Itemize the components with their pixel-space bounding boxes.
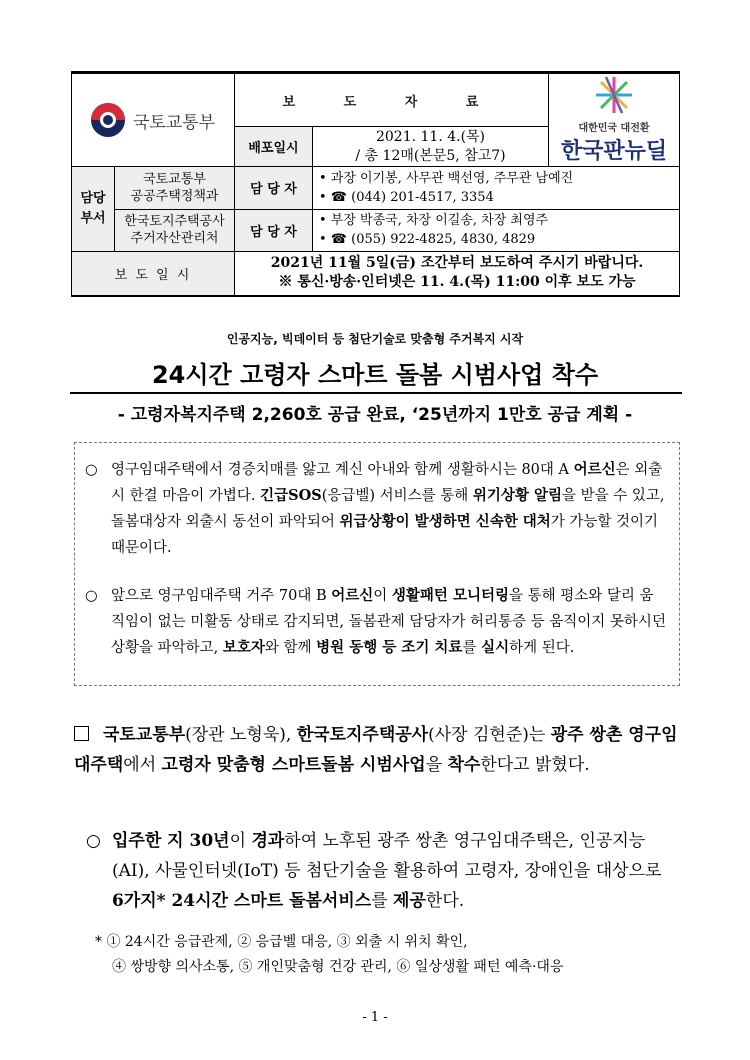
text-run: 하여 노후된 광주 쌍촌 영구임대주택은, 인공지능(AI), 사물인터넷(IoT) 등 첨단기술을 활용하여 고령자, 장애인을 대상으로	[112, 831, 662, 881]
department-1-role: 담 당 자	[235, 167, 313, 210]
bold-text-run: 제공	[393, 891, 426, 911]
bold-text-run: 보호자	[222, 639, 265, 656]
square-bullet-icon	[74, 726, 89, 741]
bold-text-run: 긴급SOS	[260, 487, 322, 504]
headline: 24시간 고령자 스마트 돌봄 시범사업 착수	[151, 361, 599, 389]
bold-text-run: 착수	[447, 755, 481, 775]
department-1-name: 국토교통부 공공주택정책과	[115, 167, 234, 210]
text-run: 을	[425, 755, 448, 775]
text-run: 와 함께	[264, 640, 317, 656]
bold-text-run: 병원 동행 등 조기 치료	[316, 639, 463, 656]
text-run: 를	[371, 891, 394, 911]
bold-text-run: 위기상황 알림	[472, 487, 563, 504]
body-bullet: ○	[86, 831, 101, 851]
text-run: 에서	[123, 755, 162, 775]
bold-text-run: 입주한 지 30년	[112, 831, 230, 851]
text-run: 하게 된다.	[509, 640, 575, 656]
text-run: (응급벨) 서비스를 통해	[321, 488, 473, 504]
kicker: 인공지능, 빅데이터 등 첨단기술로 맞춤형 주거복지 시작	[226, 332, 524, 346]
department-2-contacts	[313, 209, 680, 252]
department-2-role: 담 당 자	[235, 209, 313, 252]
summary-box	[74, 442, 680, 686]
text-run: 영구임대주택에서 경증치매를 앓고 계신 아내와 함께 생활하시는 80대 A	[111, 462, 574, 478]
department-2-people: • 부장 박종국, 차장 이길송, 차장 최영주	[319, 213, 549, 229]
bold-text-run: 어르신	[331, 587, 374, 604]
press-release-header	[71, 71, 680, 297]
newdeal-logo-cell	[549, 73, 680, 167]
text-run: 을 받을 수 있고, 돌봄대상자 외출시 동선이 파악되어	[111, 488, 665, 530]
text-run: (장관 노형욱),	[185, 725, 297, 745]
ministry-logo-cell	[72, 73, 235, 167]
bold-text-run: 6가지* 24시간 스마트 돌봄서비스	[112, 891, 372, 911]
headline-divider	[70, 392, 682, 394]
bold-text-run: 실시	[481, 639, 510, 656]
department-2-name: 한국토지주택공사 주거자산관리처	[124, 214, 225, 247]
summary-paragraph-2	[85, 583, 667, 661]
footnote-line-2: ④ 쌍방향 의사소통, ⑤ 개인맞춤형 건강 관리, ⑥ 일상생활 패턴 예측·대응	[112, 959, 564, 975]
department-2-phone: • ☎ (055) 922-4825, 4830, 4829	[319, 232, 536, 248]
bold-text-run: 국토교통부	[103, 725, 186, 745]
text-run: 한다.	[425, 891, 465, 911]
text-run: 을 통해 평소와 달리 움직임이 없는 미활동 상태로 감지되면, 돌봄관제 담당자가 허리통증 등 움직이지 못하시던 상황을 파악하고,	[111, 588, 666, 656]
ministry-emblem-icon	[91, 103, 125, 137]
department-label: 담당 부서	[72, 167, 115, 251]
department-1-people: • 과장 이기봉, 사무관 백선영, 주무관 남예진	[319, 170, 574, 186]
text-run: 은 외출 시 한결 마음이 가볍다.	[111, 462, 663, 504]
summary-paragraph-1	[85, 457, 667, 561]
bold-text-run: 경과	[251, 831, 285, 851]
report-date-label: 보 도 일 시	[72, 252, 235, 296]
summary-bullet: ○	[85, 588, 98, 604]
subheadline: - 고령자복지주택 2,260호 공급 완료, ‘25년까지 1만호 공급 계획 -	[117, 405, 633, 425]
footnote	[95, 930, 563, 980]
text-run: 앞으로 영구임대주택 거주 70대 B	[111, 588, 332, 604]
text-run: 한다고 밝혔다.	[480, 755, 590, 775]
text-run: 가 가능할 것이기 때문이다.	[111, 514, 659, 556]
text-run: 를	[462, 640, 482, 656]
newdeal-subtitle: 대한민국 대전환	[578, 123, 650, 134]
distribution-date: 2021. 11. 4.(목)	[375, 128, 486, 145]
department-section	[72, 167, 235, 252]
text-run: 이	[229, 831, 252, 851]
department-1-phone: • ☎ (044) 201-4517, 3354	[319, 189, 494, 205]
footnote-line-1: * ① 24시간 응급관제, ② 응급벨 대응, ③ 외출 시 위치 확인,	[95, 934, 468, 950]
report-date-line-1: 2021년 11월 5일(금) 조간부터 보도하여 주시기 바랍니다.	[270, 255, 644, 272]
distribution-label: 배포일시	[235, 127, 313, 167]
bold-text-run: 위급상황이 발생하면 신속한 대처	[339, 513, 551, 530]
report-date-line-2: ※ 통신·방송·인터넷은 11. 4.(목) 11:00 이후 보도 가능	[278, 274, 636, 291]
document-title: 보 도 자 료	[235, 73, 549, 127]
text-run: (사장 김현준)는	[428, 725, 551, 745]
report-date-value	[235, 252, 680, 296]
bold-text-run: 광주 쌍촌 영구임대주택	[74, 725, 678, 775]
page-number: - 1 -	[362, 1010, 388, 1025]
bold-text-run: 어르신	[573, 461, 616, 478]
summary-bullet: ○	[85, 462, 98, 478]
bold-text-run: 생활패턴 모니터링	[391, 587, 510, 604]
distribution-value	[313, 127, 549, 167]
newdeal-title: 한국판뉴딜	[560, 139, 668, 164]
body-paragraph-2	[86, 826, 676, 916]
bold-text-run: 한국토지주택공사	[296, 725, 429, 745]
bold-text-run: 고령자 맞춤형 스마트돌봄 시범사업	[161, 755, 426, 775]
department-1-contacts	[313, 167, 680, 210]
distribution-pages: / 총 12매(본문5, 참고7)	[355, 147, 506, 164]
newdeal-emblem-icon	[592, 75, 636, 115]
text-run: 이	[373, 588, 392, 604]
ministry-name: 국토교통부	[132, 112, 216, 133]
body-paragraph-1	[74, 720, 680, 780]
